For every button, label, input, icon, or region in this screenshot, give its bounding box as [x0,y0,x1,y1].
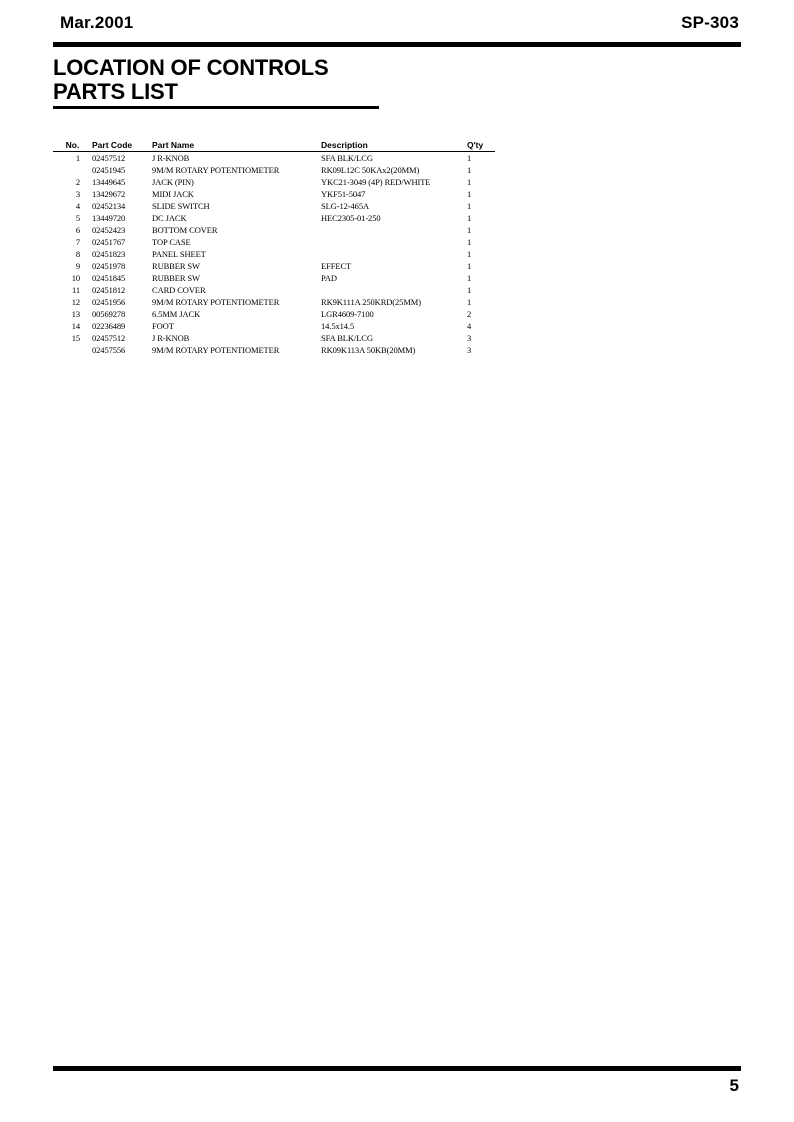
cell-part-code: 02451956 [92,297,126,307]
cell-no [53,164,92,176]
cell-part-code: 02457512 [92,153,126,163]
cell-qty: 1 [467,225,472,235]
cell-no: 8 [75,249,80,259]
cell-description: LGR4609-7100 [321,309,374,319]
cell-no: 6 [75,225,80,235]
cell-qty: 3 [467,333,472,343]
table-row [53,344,495,356]
table-header-row [53,140,495,152]
cell-no: 9 [75,261,80,271]
cell-part-name: FOOT [152,321,174,331]
cell-part-code: 02457556 [92,345,126,355]
cell-part-name: RUBBER SW [152,261,200,271]
cell-part-code: 02451767 [92,237,126,247]
parts-list-body [53,152,495,357]
col-header-part-name: Part Name [152,140,195,150]
cell-qty: 1 [467,237,472,247]
table-row [53,320,495,332]
cell-qty: 3 [467,345,472,355]
cell-description: PAD [321,273,337,283]
col-header-part-code: Part Code [92,140,133,150]
cell-description [321,224,467,236]
cell-part-name: RUBBER SW [152,273,200,283]
cell-description [321,236,467,248]
table-row [53,284,495,296]
table-row [53,308,495,320]
cell-part-code: 02457512 [92,333,126,343]
table-row [53,236,495,248]
cell-part-name: PANEL SHEET [152,249,206,259]
table-row [53,296,495,308]
cell-qty: 1 [467,285,472,295]
cell-part-code: 02452134 [92,201,126,211]
table-row [53,164,495,176]
cell-description: SFA BLK/LCG [321,153,373,163]
cell-no: 11 [72,285,80,295]
table-row [53,200,495,212]
cell-part-name: 6.5MM JACK [152,309,201,319]
cell-description: YKC21-3049 (4P) RED/WHITE [321,177,431,187]
cell-part-name: MIDI JACK [152,189,194,199]
cell-part-name: SLIDE SWITCH [152,201,210,211]
cell-part-code: 13449645 [92,177,126,187]
cell-qty: 2 [467,309,472,319]
cell-part-name: 9M/M ROTARY POTENTIOMETER [152,165,280,175]
cell-qty: 1 [467,165,472,175]
table-row [53,260,495,272]
cell-part-name: TOP CASE [152,237,191,247]
cell-part-code: 02451978 [92,261,126,271]
cell-description: HEC2305-01-250 [321,213,381,223]
table-row [53,188,495,200]
cell-qty: 1 [467,213,472,223]
table-row [53,332,495,344]
cell-no [53,344,92,356]
cell-part-name: JACK (PIN) [152,177,194,187]
cell-no: 4 [75,201,80,211]
title-line-1: LOCATION OF CONTROLS [53,55,329,80]
table-row [53,176,495,188]
cell-qty: 1 [467,177,472,187]
cell-part-code: 02451812 [92,285,126,295]
cell-part-name: 9M/M ROTARY POTENTIOMETER [152,297,280,307]
cell-part-code: 13449720 [92,213,126,223]
cell-no: 13 [71,309,80,319]
cell-qty: 1 [467,261,472,271]
page-number: 5 [729,1076,739,1095]
cell-description: RK09L12C 50KAx2(20MM) [321,165,420,175]
cell-part-name: 9M/M ROTARY POTENTIOMETER [152,345,280,355]
cell-description: 14.5x14.5 [321,321,355,331]
cell-qty: 4 [467,321,472,331]
cell-description [321,248,467,260]
cell-qty: 1 [467,189,472,199]
cell-part-code: 13429672 [92,189,126,199]
title-line-2: PARTS LIST [53,79,178,104]
footer-rule [53,1066,741,1071]
cell-description: EFFECT [321,261,352,271]
cell-qty: 1 [467,249,472,259]
cell-part-code: 02451823 [92,249,126,259]
cell-qty: 1 [467,201,472,211]
cell-description: RK09K113A 50KB(20MM) [321,345,416,355]
table-row [53,248,495,260]
cell-no: 3 [75,189,80,199]
table-row [53,212,495,224]
cell-no: 5 [75,213,80,223]
cell-qty: 1 [467,153,472,163]
cell-no: 2 [75,177,80,187]
cell-description: YKF51-5047 [321,189,366,199]
cell-no: 12 [71,297,80,307]
table-row [53,272,495,284]
col-header-qty: Q'ty [467,140,484,150]
cell-part-name: J R-KNOB [152,333,190,343]
cell-description [321,284,467,296]
table-row [53,224,495,236]
cell-part-code: 02452423 [92,225,126,235]
page-title [53,56,328,104]
cell-no: 15 [71,333,80,343]
cell-qty: 1 [467,297,472,307]
cell-part-code: 00569278 [92,309,126,319]
cell-part-name: BOTTOM COVER [152,225,218,235]
cell-part-code: 02451945 [92,165,126,175]
header-rule [53,42,741,47]
cell-part-name: CARD COVER [152,285,206,295]
table-row [53,152,495,165]
cell-description: SFA BLK/LCG [321,333,373,343]
parts-list-table [53,140,495,356]
title-underline [53,106,379,109]
cell-description: SLG-12-465A [321,201,370,211]
cell-no: 14 [71,321,80,331]
document-date: Mar.2001 [60,13,134,32]
cell-qty: 1 [467,273,472,283]
cell-part-code: 02236489 [92,321,126,331]
model-name: SP-303 [681,13,739,32]
cell-part-name: J R-KNOB [152,153,190,163]
col-header-description: Description [321,140,368,150]
cell-no: 7 [75,237,80,247]
cell-part-name: DC JACK [152,213,187,223]
cell-no: 10 [71,273,80,283]
cell-part-code: 02451845 [92,273,126,283]
col-header-no: No. [65,140,80,150]
cell-no: 1 [75,153,80,163]
cell-description: RK9K111A 250KRD(25MM) [321,297,421,307]
